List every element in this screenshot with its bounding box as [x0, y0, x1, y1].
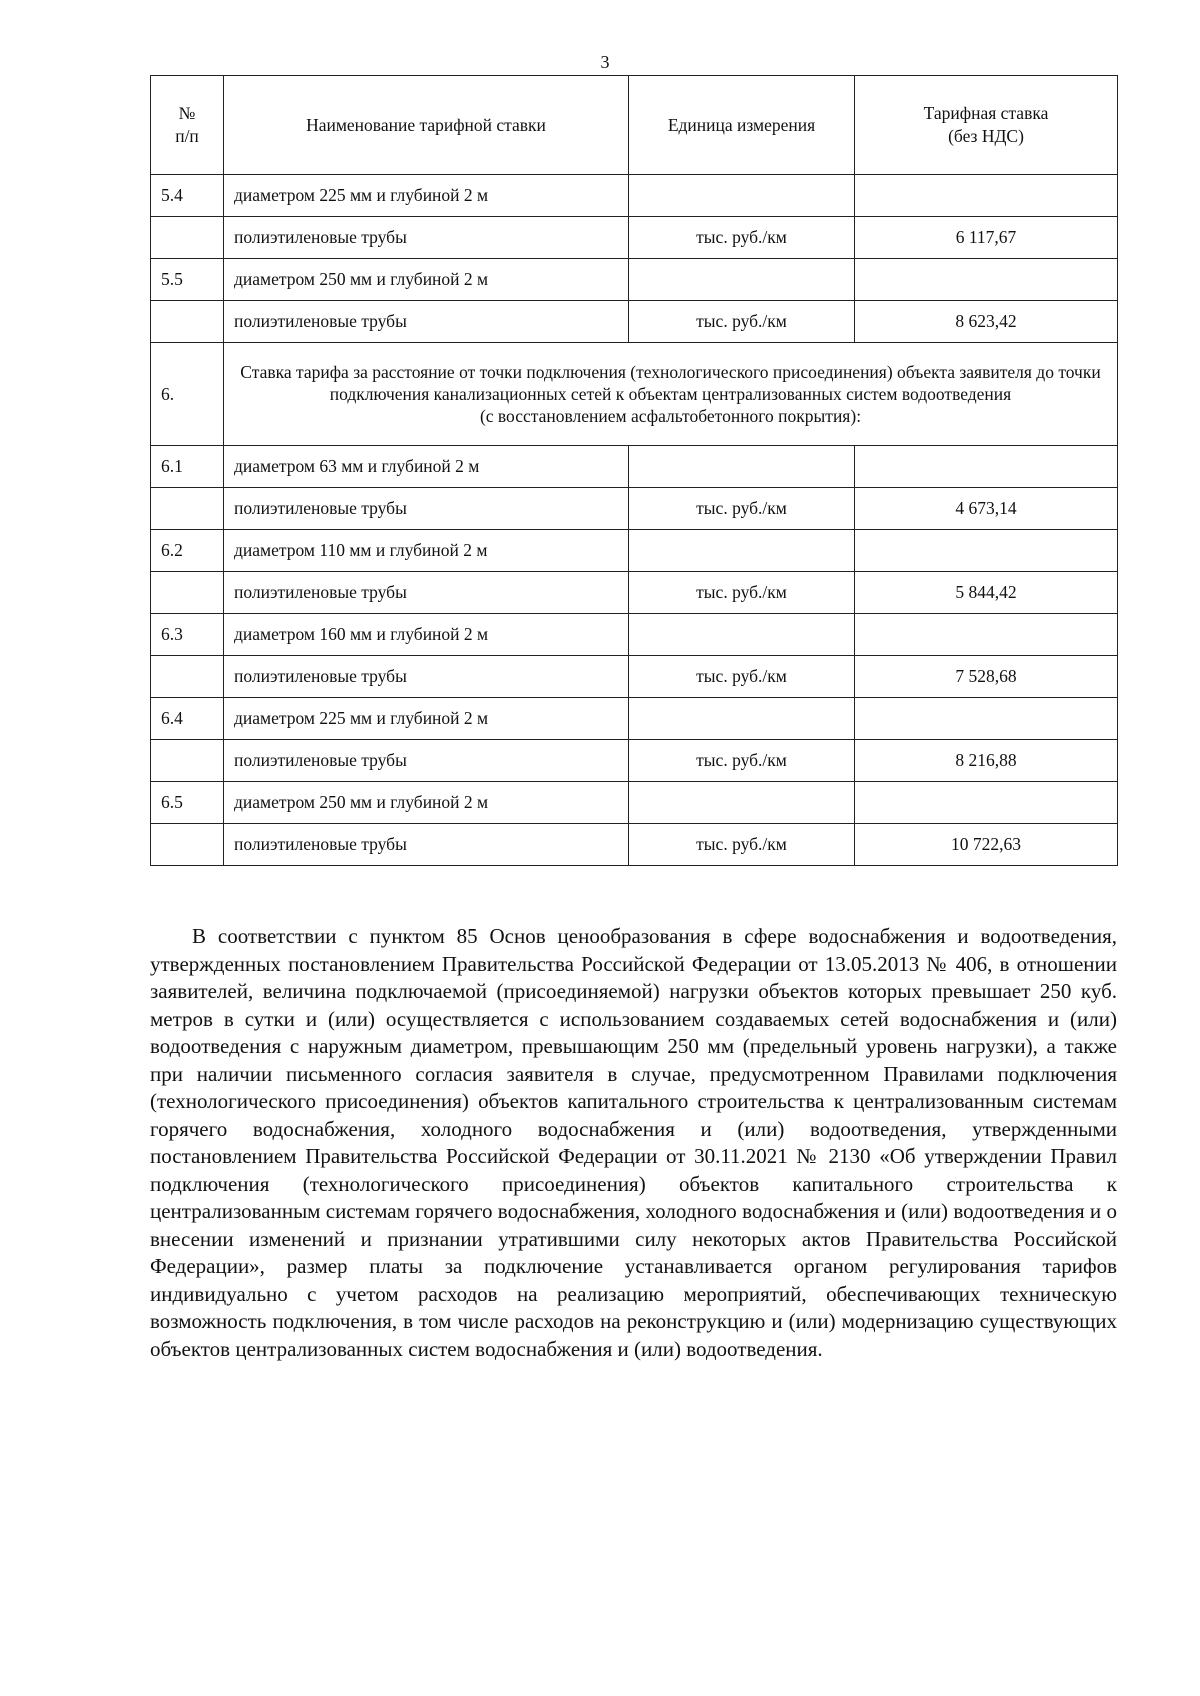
header-num: № п/п — [151, 76, 224, 175]
row-unit — [629, 259, 855, 301]
row-unit: тыс. руб./км — [629, 217, 855, 259]
table-row — [151, 740, 1118, 782]
row-name: диаметром 63 мм и глубиной 2 м — [224, 446, 629, 488]
row-name: диаметром 225 мм и глубиной 2 м — [224, 698, 629, 740]
row-rate: 5 844,42 — [855, 572, 1118, 614]
table-row — [151, 259, 1118, 301]
row-num — [151, 217, 224, 259]
row-name: полиэтиленовые трубы — [224, 824, 629, 866]
table-row — [151, 301, 1118, 343]
row-num — [151, 740, 224, 782]
body-paragraph: В соответствии с пунктом 85 Основ ценообразования в сфере водоснабжения и водоотведения, утвержденных постановлением Правительства Российской Федерации от 13.05.2013 № 406, в отношении заявителей, величина подключаемой (присоединяемой) нагрузки объектов которых превышает 250 куб. метров в сутки и (или) осуществляется с использованием создаваемых сетей водоснабжения и (или) водоотведения с наружным диаметром, превышающим 250 мм (предельный уровень нагрузки), а также при наличии письменного согласия заявителя в случае, предусмотренном Правилами подключения (технологического присоединения) объектов капитального строительства к централизованным системам горячего водоснабжения, холодного водоснабжения и (или) водоотведения, утвержденными постановлением Правительства Российской Федерации от 30.11.2021 № 2130 «Об утверждении Правил подключения (технологического присоединения) объектов капитального строительства к централизованным системам горячего водоснабжения, холодного водоснабжения и (или) водоотведения и о внесении изменений и признании утратившими силу некоторых актов Правительства Российской Федерации», размер платы за подключение устанавливается органом регулирования тарифов индивидуально с учетом расходов на реализацию мероприятий, обеспечивающих техническую возможность подключения, в том числе расходов на реконструкцию и (или) модернизацию существующих объектов централизованных систем водоснабжения и (или) водоотведения. — [150, 924, 1117, 1361]
section-title: Ставка тарифа за расстояние от точки подключения (технологического присоединения) объекта заявителя до точки подключения канализационных сетей к объектам централизованных систем водоотведения (с восстановлением асфальтобетонного покрытия): — [224, 343, 1118, 446]
row-num: 6.2 — [151, 530, 224, 572]
row-rate: 8 623,42 — [855, 301, 1118, 343]
row-unit — [629, 698, 855, 740]
row-num: 5.4 — [151, 175, 224, 217]
header-unit: Единица измерения — [629, 76, 855, 175]
row-num: 5.5 — [151, 259, 224, 301]
row-name: полиэтиленовые трубы — [224, 488, 629, 530]
row-name: полиэтиленовые трубы — [224, 301, 629, 343]
row-unit: тыс. руб./км — [629, 488, 855, 530]
row-unit: тыс. руб./км — [629, 740, 855, 782]
row-num — [151, 572, 224, 614]
row-rate — [855, 698, 1118, 740]
row-num: 6.3 — [151, 614, 224, 656]
row-unit: тыс. руб./км — [629, 301, 855, 343]
row-rate: 6 117,67 — [855, 217, 1118, 259]
table-header-row — [151, 76, 1118, 175]
row-num — [151, 488, 224, 530]
row-unit: тыс. руб./км — [629, 656, 855, 698]
row-name: диаметром 250 мм и глубиной 2 м — [224, 782, 629, 824]
table-row — [151, 175, 1118, 217]
row-unit — [629, 446, 855, 488]
row-unit — [629, 530, 855, 572]
row-unit: тыс. руб./км — [629, 572, 855, 614]
table-row — [151, 446, 1118, 488]
row-rate: 10 722,63 — [855, 824, 1118, 866]
row-num — [151, 824, 224, 866]
row-name: полиэтиленовые трубы — [224, 656, 629, 698]
row-rate: 4 673,14 — [855, 488, 1118, 530]
tariff-table — [150, 75, 1118, 866]
section-row — [151, 343, 1118, 446]
section-num: 6. — [151, 343, 224, 446]
table-row — [151, 782, 1118, 824]
row-name: диаметром 250 мм и глубиной 2 м — [224, 259, 629, 301]
page-number: 3 — [600, 52, 610, 72]
row-name: диаметром 110 мм и глубиной 2 м — [224, 530, 629, 572]
row-rate — [855, 614, 1118, 656]
row-unit — [629, 175, 855, 217]
table-row — [151, 656, 1118, 698]
row-name: полиэтиленовые трубы — [224, 217, 629, 259]
row-rate — [855, 259, 1118, 301]
row-num — [151, 301, 224, 343]
row-unit — [629, 782, 855, 824]
row-name: полиэтиленовые трубы — [224, 740, 629, 782]
table-row — [151, 530, 1118, 572]
row-rate — [855, 530, 1118, 572]
table-row — [151, 614, 1118, 656]
row-rate: 8 216,88 — [855, 740, 1118, 782]
table-row — [151, 698, 1118, 740]
row-name: полиэтиленовые трубы — [224, 572, 629, 614]
row-rate — [855, 446, 1118, 488]
row-num: 6.5 — [151, 782, 224, 824]
row-rate: 7 528,68 — [855, 656, 1118, 698]
row-name: диаметром 160 мм и глубиной 2 м — [224, 614, 629, 656]
row-unit — [629, 614, 855, 656]
row-num: 6.4 — [151, 698, 224, 740]
row-num — [151, 656, 224, 698]
row-rate — [855, 175, 1118, 217]
row-rate — [855, 782, 1118, 824]
header-name: Наименование тарифной ставки — [224, 76, 629, 175]
header-rate: Тарифная ставка (без НДС) — [855, 76, 1118, 175]
table-row — [151, 824, 1118, 866]
row-num: 6.1 — [151, 446, 224, 488]
row-name: диаметром 225 мм и глубиной 2 м — [224, 175, 629, 217]
table-row — [151, 572, 1118, 614]
row-unit: тыс. руб./км — [629, 824, 855, 866]
table-row — [151, 217, 1118, 259]
table-row — [151, 488, 1118, 530]
